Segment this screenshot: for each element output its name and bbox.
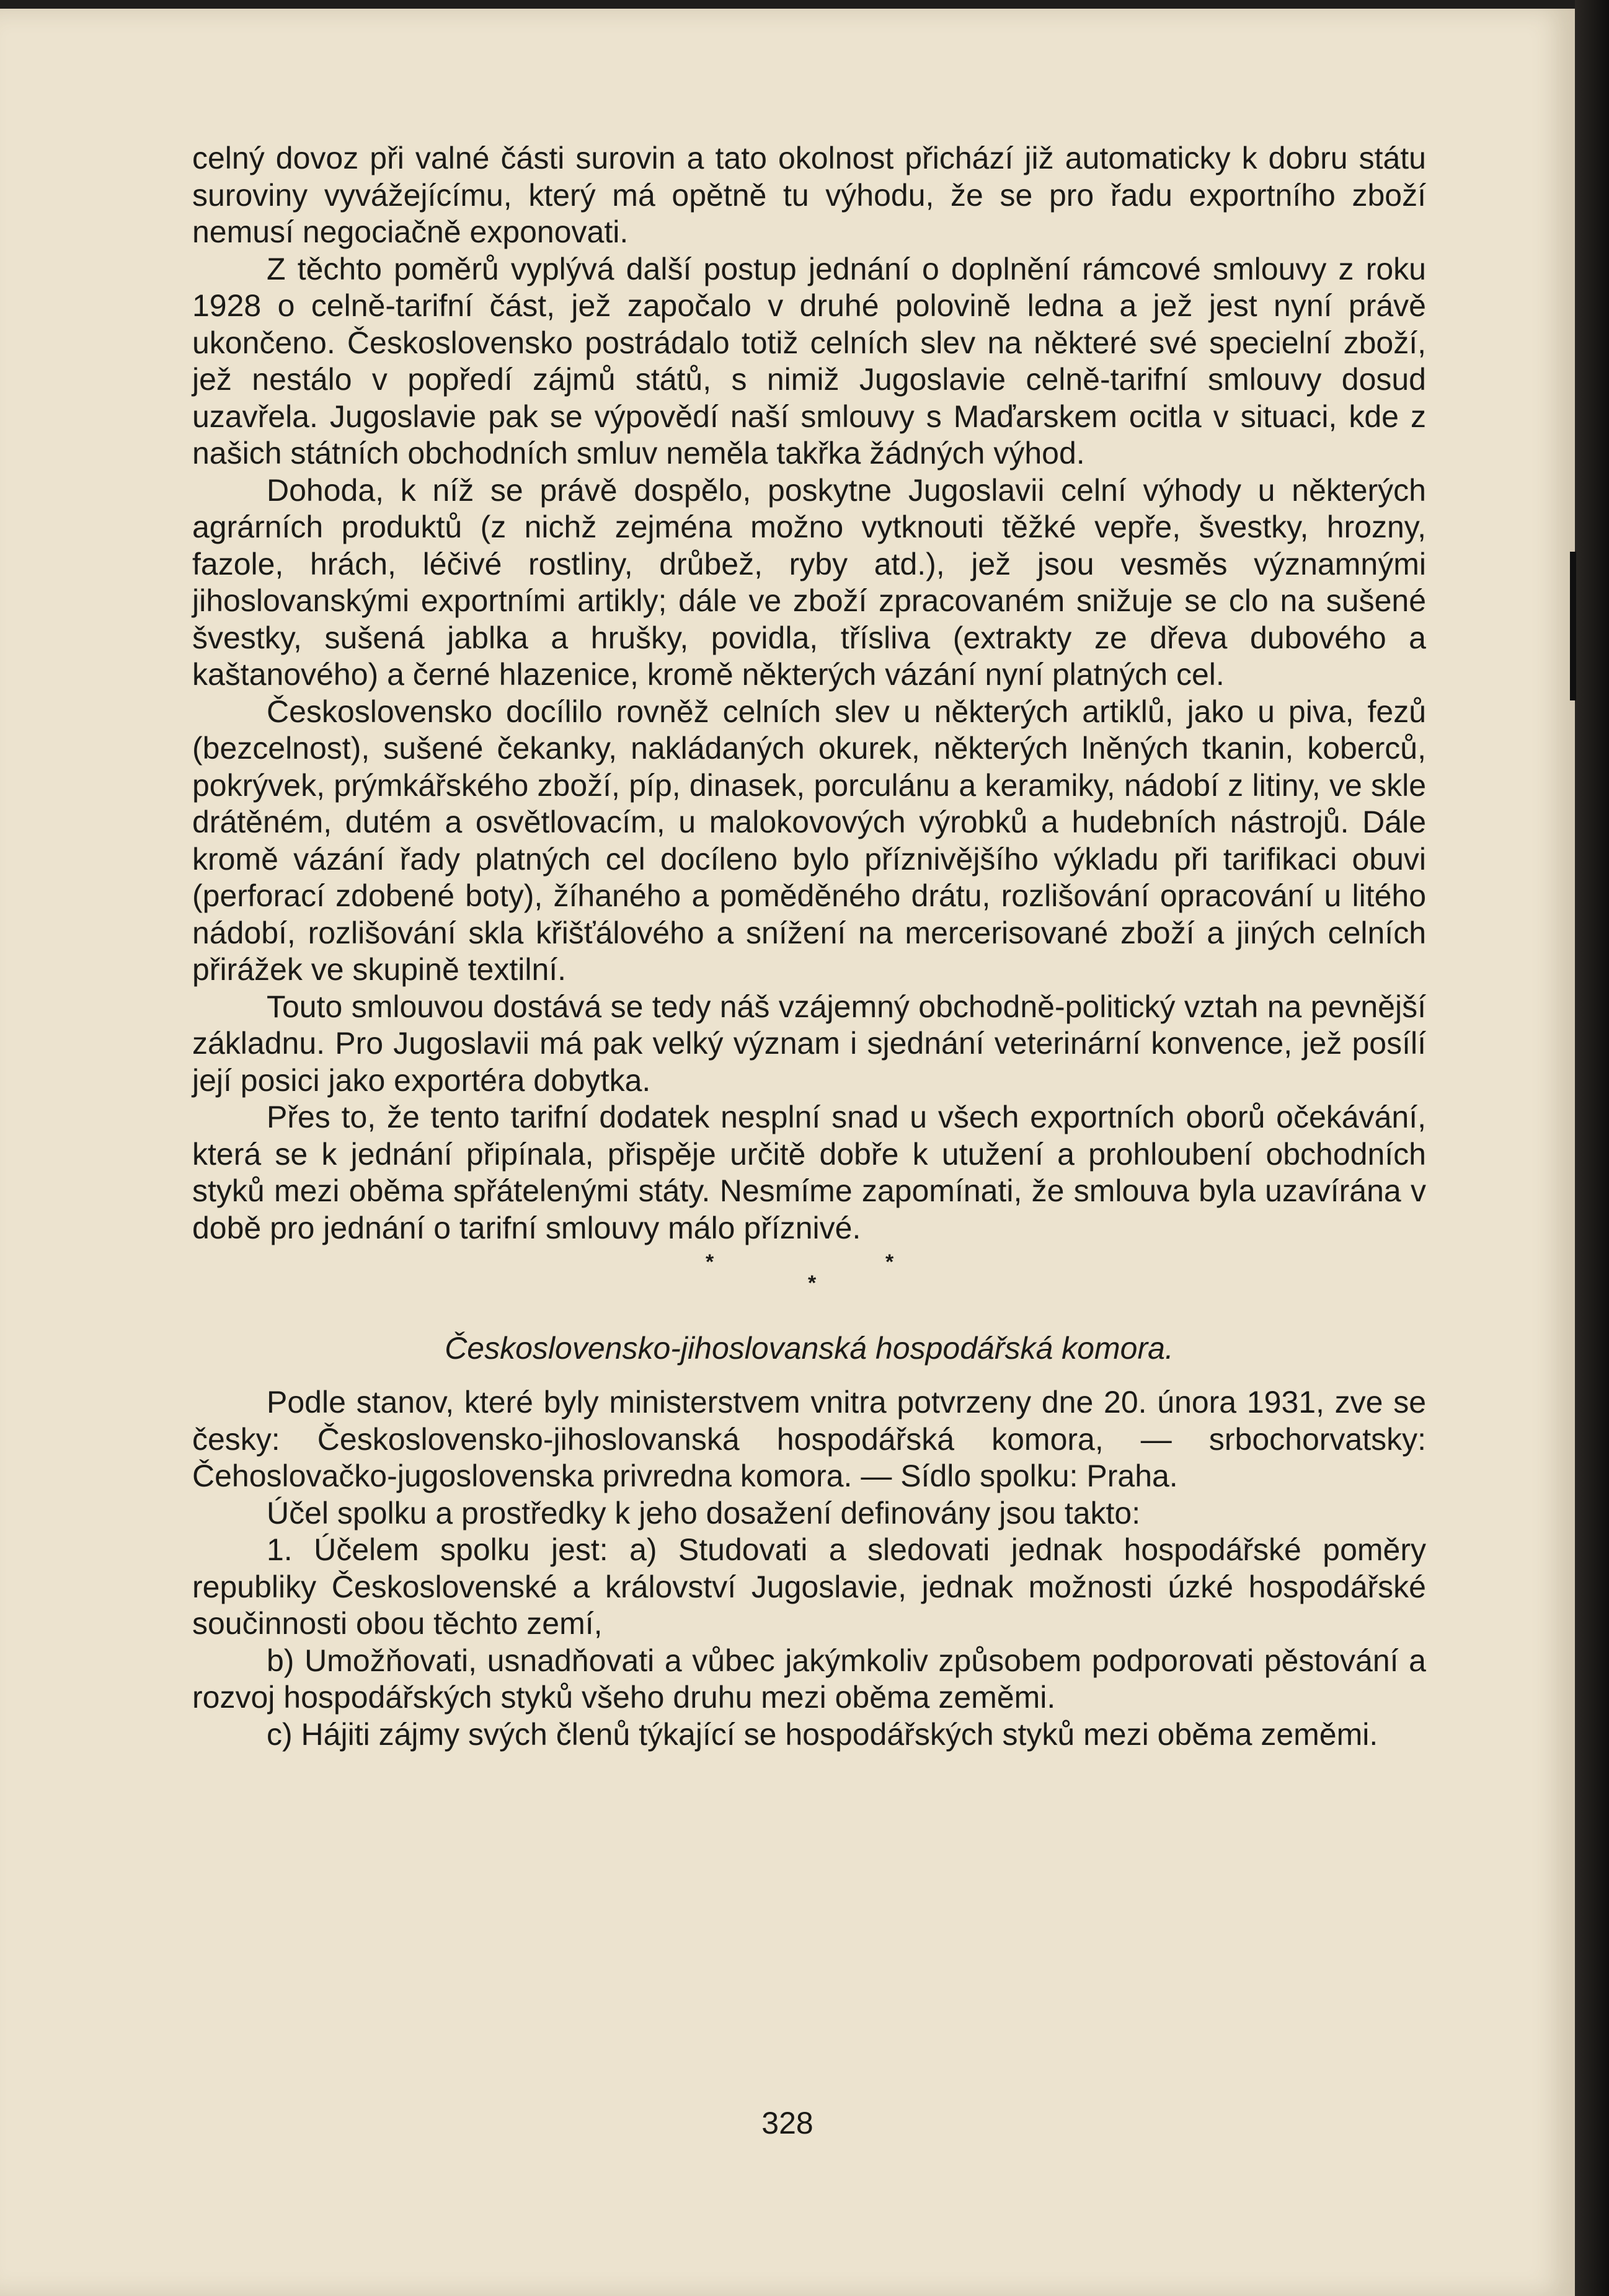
page-edge-mark	[1570, 552, 1576, 700]
page-number: 328	[761, 2106, 813, 2140]
separator-star: *	[808, 1271, 817, 1295]
section-separator	[192, 1247, 1426, 1315]
separator-star: *	[706, 1250, 714, 1274]
paragraph-10: b) Umožňovati, usnadňovati a vůbec jakýmkoliv způsobem podporovati pěstování a rozvoj hospodářských styků všeho druhu mezi oběma zeměmi.	[192, 1643, 1426, 1715]
paragraph-8: Účel spolku a prostředky k jeho dosažení definovány jsou takto:	[267, 1495, 1141, 1530]
paragraph-11: c) Hájiti zájmy svých členů týkající se hospodářských styků mezi oběma zeměmi.	[267, 1716, 1378, 1752]
separator-star: *	[885, 1250, 894, 1274]
page-body	[192, 140, 1426, 1753]
paragraph-2: Z těchto poměrů vyplývá další postup jednání o doplnění rámcové smlouvy z roku 1928 o celně-tarifní část, jež započalo v druhé polovině ledna a jež jest nyní právě ukončeno. Československo postrádalo totiž celních slev na některé své specielní zboží, jež nestálo v popředí zájmů států, s nimiž Jugoslavie celně-tarifní smlouvy dosud uzavřela. Jugoslavie pak se výpovědí naší smlouvy s Maďarskem ocitla v situaci, kde z našich státních obchodních smluv neměla takřka žádných výhod.	[192, 251, 1426, 470]
paragraph-7: Podle stanov, které byly ministerstvem vnitra potvrzeny dne 20. února 1931, zve se česky: Československo-jihoslovanská hospodářská komora, — srbochorvatsky: Čehoslovačko-jugoslovenska privredna komora. — Sídlo spolku: Praha.	[192, 1385, 1426, 1493]
paragraph-9: 1. Účelem spolku jest: a) Studovati a sledovati jednak hospodářské poměry republiky Československé a království Jugoslavie, jednak možnosti úzké hospodářské součinnosti obou těchto zemí,	[192, 1532, 1426, 1641]
book-spine	[1575, 0, 1609, 2296]
paragraph-1: celný dovoz při valné části surovin a tato okolnost přichází již automaticky k dobru státu suroviny vyvážejícímu, který má opětně tu výhodu, že se pro řadu exportního zboží nemusí negociačně exponovati.	[192, 141, 1426, 249]
paragraph-6: Přes to, že tento tarifní dodatek nesplní snad u všech exportních oborů očekávání, která se k jednání připínala, přispěje určitě dobře k utužení a prohloubení obchodních styků mezi oběma spřátelenými státy. Nesmíme zapomínati, že smlouva byla uzavírána v době pro jednání o tarifní smlouvy málo příznivé.	[192, 1100, 1426, 1245]
paragraph-3: Dohoda, k níž se právě dospělo, poskytne Jugoslavii celní výhody u některých agrárních produktů (z nichž zejména možno vytknouti těžké vepře, švestky, hrozny, fazole, hrách, léčivé rostliny, drůbež, ryby atd.), jež jsou vesměs významnými jihoslovanskými exportními artikly; dále ve zboží zpracovaném snižuje se clo na sušené švestky, sušená jablka a hrušky, povidla, třísliva (extrakty ze dřeva dubového a kaštanového) a černé hlazenice, kromě některých vázání nyní platných cel.	[192, 472, 1426, 692]
paragraph-4: Československo docílilo rovněž celních slev u některých artiklů, jako u piva, fezů (bezcelnost), sušené čekanky, nakládaných okurek, některých lněných tkanin, koberců, pokrývek, prýmkářského zboží, píp, dinasek, porculánu a keramiky, nádobí z litiny, ve skle drátěném, dutém a osvětlovacím, u malokovových výrobků a hudebních nástrojů. Dále kromě vázání řady platných cel docíleno bylo příznivějšího výkladu při tarifikaci obuvi (perforací zdobené boty), žíhaného a poměděného drátu, rozlišování opracování u litého nádobí, rozlišování skla křišťálového a snížení na mercerisované zboží a jiných celních přirážek ve skupině textilní.	[192, 694, 1426, 987]
paragraph-5: Touto smlouvou dostává se tedy náš vzájemný obchodně-politický vztah na pevnější základnu. Pro Jugoslavii má pak velký význam i sjednání veterinární konvence, jež posílí její posici jako exportéra dobytka.	[192, 989, 1426, 1098]
section-heading: Československo-jihoslovanská hospodářská komora.	[445, 1331, 1174, 1366]
